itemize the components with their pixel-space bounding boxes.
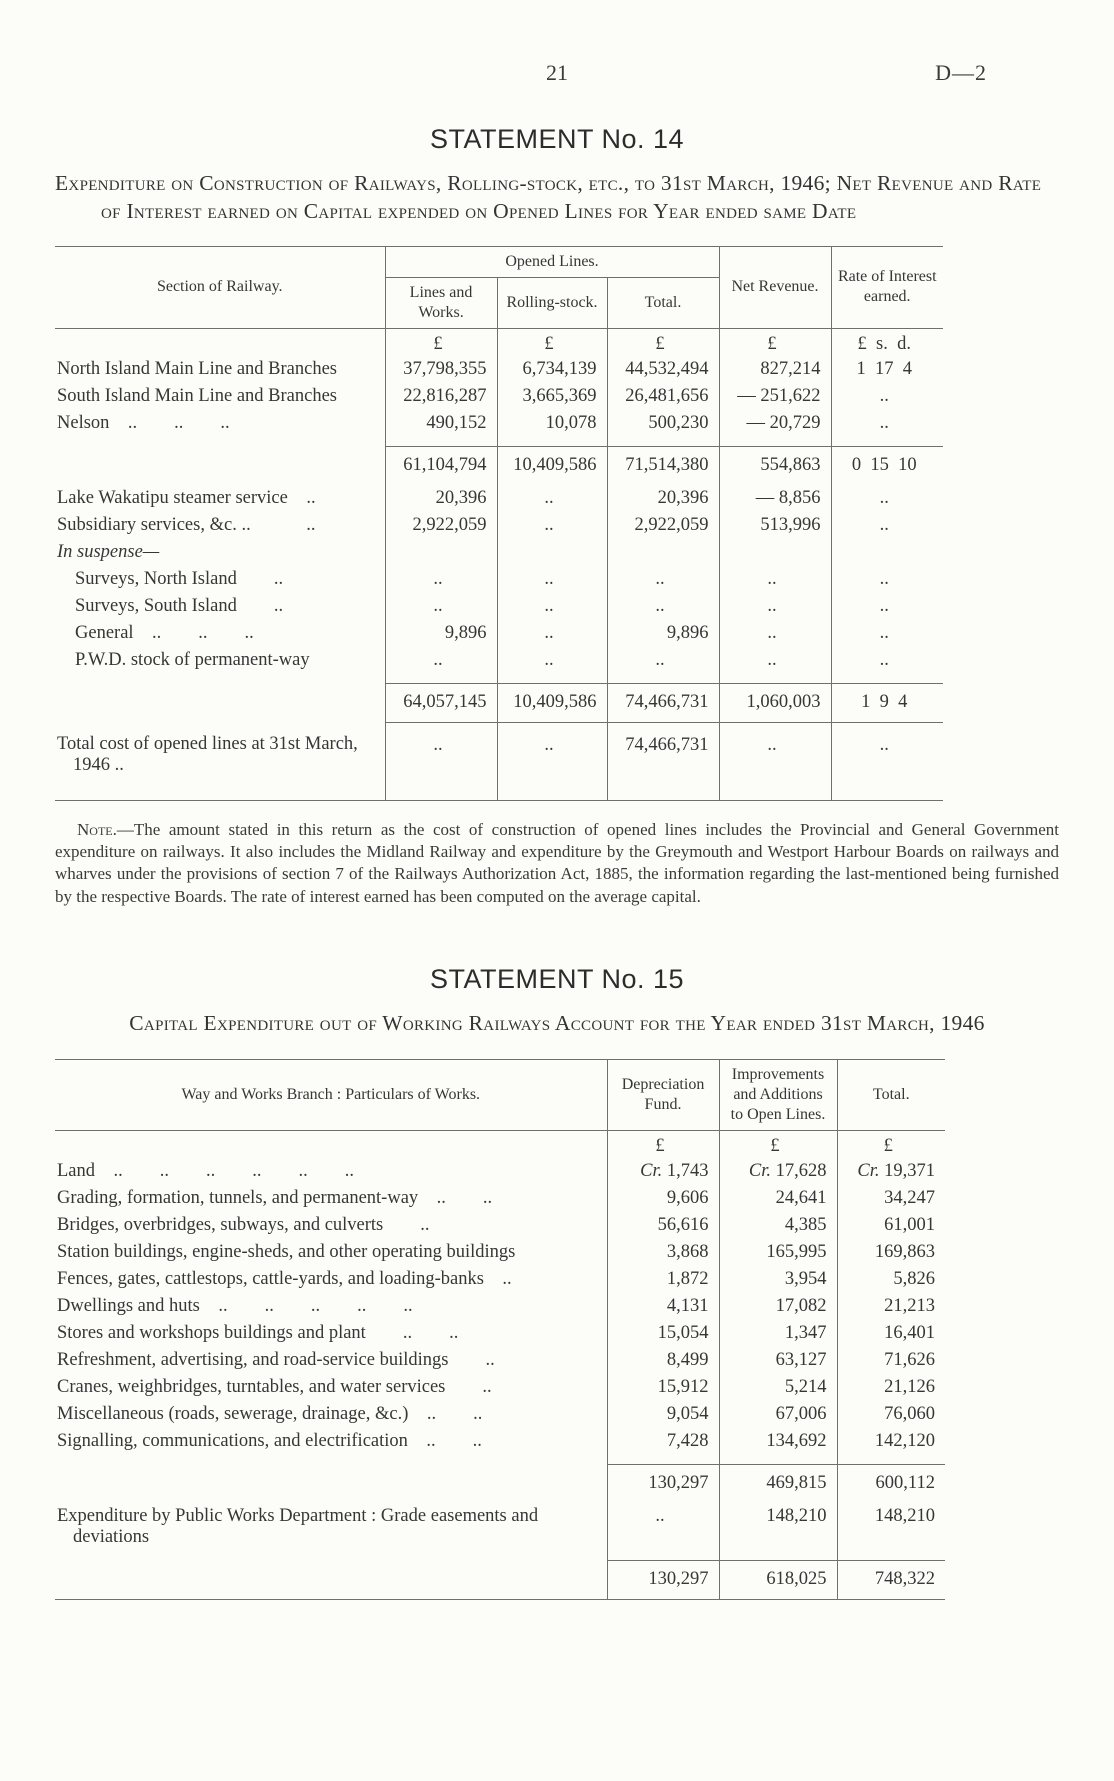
row-value: £	[719, 1131, 837, 1159]
row-label	[55, 1560, 607, 1599]
row-value: — 20,729	[719, 410, 831, 447]
col-header-rate: Rate of Interest earned.	[831, 246, 943, 328]
col-header-rolling-stock: Rolling-stock.	[497, 277, 607, 328]
row-label: Dwellings and huts .. .. .. .. ..	[57, 1296, 413, 1316]
row-value: ..	[385, 566, 497, 593]
row-value: £	[719, 328, 831, 356]
row-value: 9,606	[607, 1185, 719, 1212]
row-value: ..	[497, 512, 607, 539]
row-value: 10,078	[497, 410, 607, 447]
table-row	[55, 1293, 945, 1320]
statement-15-table-head	[55, 1060, 945, 1131]
row-value: ..	[831, 593, 943, 620]
col-header-opened-lines: Opened Lines.	[385, 246, 719, 277]
row-value: — 251,622	[719, 383, 831, 410]
row-value: 7,428	[607, 1428, 719, 1465]
row-label: Expenditure by Public Works Department : Grade easements and deviations	[57, 1506, 539, 1547]
statement-14-note	[55, 819, 1059, 907]
col-header-section: Section of Railway.	[55, 246, 385, 328]
table-row	[55, 512, 943, 539]
table-row	[55, 1320, 945, 1347]
row-value: ..	[831, 410, 943, 447]
document-reference: D—2	[935, 60, 987, 85]
table-row	[55, 1158, 945, 1185]
row-value: ..	[497, 593, 607, 620]
row-value: 74,466,731	[607, 683, 719, 722]
row-value: ..	[385, 722, 497, 801]
row-value: £	[497, 328, 607, 356]
row-value: 63,127	[719, 1347, 837, 1374]
row-value: 5,826	[837, 1266, 945, 1293]
row-label: Land .. .. .. .. .. ..	[57, 1161, 355, 1181]
statement-14-title: Expenditure on Construction of Railways, Rolling-stock, etc., to 31st March, 1946; Net Revenue and Rate of Interest earned on Capital expended on Opened Lines for Year ended same Date	[55, 171, 1042, 224]
row-value: 20,396	[385, 485, 497, 512]
row-label: North Island Main Line and Branches	[57, 358, 337, 379]
row-value: 0 15 10	[831, 446, 943, 485]
table-row	[55, 1401, 945, 1428]
col-header-lines-works: Lines and Works.	[385, 277, 497, 328]
row-value: 469,815	[719, 1465, 837, 1504]
row-label	[55, 1131, 607, 1159]
row-value: 142,120	[837, 1428, 945, 1465]
row-value: 71,626	[837, 1347, 945, 1374]
row-value: £	[607, 1131, 719, 1159]
row-value: Cr. 19,371	[837, 1158, 945, 1185]
row-label: Surveys, North Island ..	[75, 568, 284, 589]
col-header-total: Total.	[837, 1060, 945, 1131]
row-value: 56,616	[607, 1212, 719, 1239]
statement-14-table-body	[55, 328, 943, 801]
row-label: Miscellaneous (roads, sewerage, drainage, &c.) .. ..	[57, 1404, 483, 1424]
row-value: 9,896	[607, 620, 719, 647]
row-value: 22,816,287	[385, 383, 497, 410]
row-value: — 8,856	[719, 485, 831, 512]
row-value: ..	[831, 722, 943, 801]
col-header-improvements: Improvements and Additions to Open Lines.	[719, 1060, 837, 1131]
row-value: 6,734,139	[497, 356, 607, 383]
row-value: ..	[719, 593, 831, 620]
row-value: ..	[607, 647, 719, 684]
row-value: ..	[831, 485, 943, 512]
row-value: 15,054	[607, 1320, 719, 1347]
row-value: 3,665,369	[497, 383, 607, 410]
row-value: ..	[719, 620, 831, 647]
row-value: 5,214	[719, 1374, 837, 1401]
row-value: £	[607, 328, 719, 356]
table-row	[55, 1428, 945, 1465]
row-value: £	[837, 1131, 945, 1159]
col-header-total: Total.	[607, 277, 719, 328]
row-label: Grading, formation, tunnels, and permanent-way .. ..	[57, 1188, 493, 1208]
row-value: Cr. 17,628	[719, 1158, 837, 1185]
row-label: Fences, gates, cattlestops, cattle-yards, and loading-banks ..	[57, 1269, 512, 1289]
row-value: £ s. d.	[831, 328, 943, 356]
row-value	[497, 539, 607, 566]
row-value: 61,001	[837, 1212, 945, 1239]
row-value: ..	[831, 566, 943, 593]
row-value: 134,692	[719, 1428, 837, 1465]
row-value: 16,401	[837, 1320, 945, 1347]
table-row	[55, 722, 943, 801]
row-value: 130,297	[607, 1465, 719, 1504]
row-label: P.W.D. stock of permanent-way	[75, 649, 310, 670]
row-label: Refreshment, advertising, and road-service buildings ..	[57, 1350, 495, 1370]
statement-15-table	[55, 1059, 945, 1600]
row-value: ..	[831, 512, 943, 539]
col-header-depreciation-fund: Depreciation Fund.	[607, 1060, 719, 1131]
row-value: ..	[497, 485, 607, 512]
row-value: ..	[497, 566, 607, 593]
table-row	[55, 1347, 945, 1374]
row-value: 600,112	[837, 1465, 945, 1504]
row-value: 17,082	[719, 1293, 837, 1320]
row-value: 74,466,731	[607, 722, 719, 801]
table-row	[55, 1465, 945, 1504]
page-header	[55, 60, 1059, 90]
row-label: Stores and workshops buildings and plant .. ..	[57, 1323, 459, 1343]
row-value: ..	[607, 566, 719, 593]
row-value: 2,922,059	[385, 512, 497, 539]
row-value: ..	[385, 647, 497, 684]
row-value: 76,060	[837, 1401, 945, 1428]
row-value: 1 17 4	[831, 356, 943, 383]
table-row	[55, 446, 943, 485]
row-value: 67,006	[719, 1401, 837, 1428]
row-label: Total cost of opened lines at 31st March, 1946 ..	[57, 734, 358, 776]
row-value: 3,868	[607, 1239, 719, 1266]
row-value: 748,322	[837, 1560, 945, 1599]
row-value: 71,514,380	[607, 446, 719, 485]
row-value: 490,152	[385, 410, 497, 447]
table-row	[55, 356, 943, 383]
row-value: ..	[831, 647, 943, 684]
row-label	[55, 1465, 607, 1504]
table-row	[55, 410, 943, 447]
row-value: 8,499	[607, 1347, 719, 1374]
page-number: 21	[546, 60, 568, 85]
row-value: 554,863	[719, 446, 831, 485]
row-value: 10,409,586	[497, 446, 607, 485]
row-label	[55, 446, 385, 485]
col-header-particulars: Way and Works Branch : Particulars of Works.	[55, 1060, 607, 1131]
row-value: ..	[831, 383, 943, 410]
table-row	[55, 647, 943, 684]
table-row	[55, 1266, 945, 1293]
row-value: ..	[719, 722, 831, 801]
row-value	[607, 539, 719, 566]
row-value: 61,104,794	[385, 446, 497, 485]
row-value: 130,297	[607, 1560, 719, 1599]
row-label	[55, 683, 385, 722]
row-value: 1 9 4	[831, 683, 943, 722]
row-value: 500,230	[607, 410, 719, 447]
row-label	[55, 328, 385, 356]
row-value: 21,126	[837, 1374, 945, 1401]
row-value: 1,060,003	[719, 683, 831, 722]
table-row	[55, 593, 943, 620]
row-label: Subsidiary services, &c. .. ..	[57, 514, 316, 535]
row-value: 9,054	[607, 1401, 719, 1428]
table-row	[55, 485, 943, 512]
row-value: 1,872	[607, 1266, 719, 1293]
note-label: Note.	[77, 820, 117, 840]
row-value: ..	[497, 722, 607, 801]
table-row	[55, 566, 943, 593]
row-value: 148,210	[719, 1503, 837, 1560]
row-value: 513,996	[719, 512, 831, 539]
row-value: 4,385	[719, 1212, 837, 1239]
row-value: 1,347	[719, 1320, 837, 1347]
row-value: ..	[719, 566, 831, 593]
row-value: 618,025	[719, 1560, 837, 1599]
row-label: Signalling, communications, and electrification .. ..	[57, 1431, 482, 1451]
table-row	[55, 383, 943, 410]
table-row	[55, 1131, 945, 1159]
row-value: 827,214	[719, 356, 831, 383]
note-text: —The amount stated in this return as the cost of construction of opened lines includes the Provincial and General Government expenditure on railways. It also includes the Midland Railway and expenditure by the Greymouth and Westport Harbour Boards on railways and wharves under the provisions of section 7 of the Railways Authorization Act, 1885, the information regarding the last-mentioned being furnished by the respective Boards. The rate of interest earned has been computed on the average capital.	[55, 820, 1059, 906]
row-label: Bridges, overbridges, subways, and culverts ..	[57, 1215, 430, 1235]
table-row	[55, 620, 943, 647]
row-label: Nelson .. .. ..	[57, 412, 230, 433]
row-value: 21,213	[837, 1293, 945, 1320]
row-value: 169,863	[837, 1239, 945, 1266]
table-row	[55, 1374, 945, 1401]
row-value: 4,131	[607, 1293, 719, 1320]
row-value: 64,057,145	[385, 683, 497, 722]
row-label: South Island Main Line and Branches	[57, 385, 338, 406]
table-row	[55, 1185, 945, 1212]
row-label: Cranes, weighbridges, turntables, and water services ..	[57, 1377, 492, 1397]
row-label: General .. .. ..	[75, 622, 254, 643]
row-label: In suspense—	[57, 541, 160, 562]
row-value	[831, 539, 943, 566]
row-value: 2,922,059	[607, 512, 719, 539]
statement-15-title: Capital Expenditure out of Working Railways Account for the Year ended 31st March, 1946	[129, 1010, 985, 1035]
table-row	[55, 1239, 945, 1266]
row-value: ..	[607, 593, 719, 620]
row-value: 15,912	[607, 1374, 719, 1401]
row-label: Station buildings, engine-sheds, and other operating buildings	[57, 1242, 516, 1262]
table-row	[55, 1212, 945, 1239]
row-value: 37,798,355	[385, 356, 497, 383]
statement-14-table-head	[55, 246, 943, 328]
row-value: 3,954	[719, 1266, 837, 1293]
row-value: 26,481,656	[607, 383, 719, 410]
row-value: ..	[497, 620, 607, 647]
row-value: 10,409,586	[497, 683, 607, 722]
row-value: ..	[831, 620, 943, 647]
row-label: Surveys, South Island ..	[75, 595, 284, 616]
row-value	[719, 539, 831, 566]
row-value: ..	[385, 593, 497, 620]
row-value	[385, 539, 497, 566]
row-value: ..	[719, 647, 831, 684]
statement-14-heading: STATEMENT No. 14	[429, 124, 685, 154]
statement-15-heading: STATEMENT No. 15	[429, 963, 685, 994]
row-value: 44,532,494	[607, 356, 719, 383]
col-header-net-revenue: Net Revenue.	[719, 246, 831, 328]
row-value: 20,396	[607, 485, 719, 512]
table-row	[55, 1560, 945, 1599]
row-value: 9,896	[385, 620, 497, 647]
row-value: £	[385, 328, 497, 356]
row-value: 34,247	[837, 1185, 945, 1212]
table-row	[55, 683, 943, 722]
row-value: 148,210	[837, 1503, 945, 1560]
table-row	[55, 1503, 945, 1560]
statement-15	[55, 964, 1059, 1600]
row-value: 165,995	[719, 1239, 837, 1266]
row-label: Lake Wakatipu steamer service ..	[57, 487, 316, 508]
row-value: ..	[607, 1503, 719, 1560]
row-value: ..	[497, 647, 607, 684]
row-value: 24,641	[719, 1185, 837, 1212]
row-value: Cr. 1,743	[607, 1158, 719, 1185]
table-row	[55, 328, 943, 356]
statement-14	[55, 124, 1059, 908]
statement-14-table	[55, 246, 943, 802]
statement-15-table-body	[55, 1131, 945, 1600]
table-row	[55, 539, 943, 566]
